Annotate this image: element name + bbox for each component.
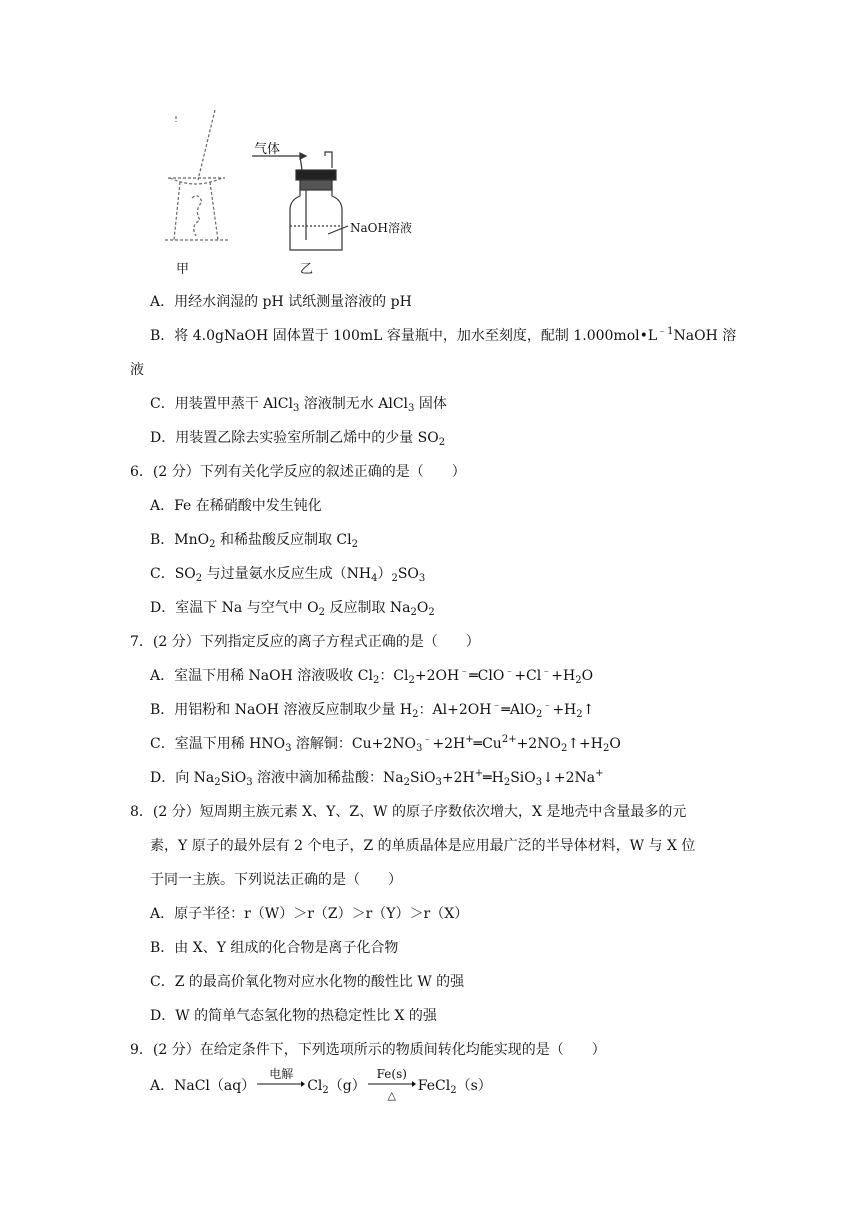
q7-option-a: A．室温下用稀 NaOH 溶液吸收 $Cl_2$：$Cl_2+2OH^﹣═ClO^﹣+Cl^﹣+H_2O$ xyxy=(150,666,594,686)
q5-option-a: A．用经水润湿的 pH 试纸测量溶液的 pH xyxy=(150,294,412,310)
q5-option-b: B．将 4.0gNaOH 固体置于 100mL 容量瓶中，加水至刻度，配制 $1.000mol•L^{﹣1}NaOH$ 溶 xyxy=(150,326,737,344)
q8-stem-line2: 素，Y 原子的最外层有 2 个电子，Z 的单质晶体是应用最广泛的半导体材料，W 与 X 位 xyxy=(150,838,696,854)
reaction-arrow-fe-heat: Fe(s) △ xyxy=(368,1074,416,1092)
q6-option-c: C．$SO_2$ 与过量氨水反应生成$(NH_4)_2SO_3$ xyxy=(150,566,426,584)
apparatus-yi-label: 乙 xyxy=(300,262,314,277)
q9-stem: 9．(2 分）在给定条件下，下列选项所示的物质间转化均能实现的是（ ） xyxy=(130,1042,606,1058)
gas-label: 气体 xyxy=(254,142,281,157)
apparatus-yi xyxy=(252,152,348,250)
q8-option-c: C．Z 的最高价氧化物对应水化物的酸性比 W 的强 xyxy=(150,974,465,990)
q6-option-b: B．MnO$_2$ 和稀盐酸反应制取 $Cl_2$ xyxy=(150,532,358,550)
q5-option-c: C．用装置甲蒸干 AlCl$_3$ 溶液制无水 AlCl$_3$ 固体 xyxy=(150,396,447,414)
apparatus-figure xyxy=(160,110,420,280)
reaction-arrow-electrolysis: 电解 xyxy=(257,1074,305,1092)
q6-option-d: D．室温下 Na 与空气中 $O_2$ 反应制取 $Na_2O_2$ xyxy=(150,600,435,618)
q7-stem: 7．(2 分）下列指定反应的离子方程式正确的是（ ） xyxy=(130,634,480,650)
q6-option-a: A．Fe 在稀硝酸中发生钝化 xyxy=(150,498,322,514)
q8-option-a: A．原子半径：r（W）＞r（Z）＞r（Y）＞r（X） xyxy=(150,906,469,922)
q5-option-d: D．用装置乙除去实验室所制乙烯中的少量 $SO_2$ xyxy=(150,430,446,448)
apparatus-jia-label: 甲 xyxy=(176,262,190,277)
q6-stem: 6．(2 分）下列有关化学反应的叙述正确的是（ ） xyxy=(130,464,466,480)
q7-option-b: B．用铝粉和 NaOH 溶液反应制取少量 $H_2$：$Al+2OH^﹣═AlO_2^﹣+H_2↑$ xyxy=(150,700,595,720)
naoh-solution-label: NaOH溶液 xyxy=(350,221,412,235)
q7-option-d: D．向 $Na_2SiO_3$ 溶液中滴加稀盐酸：$Na_2SiO_3+2H^+═H_2SiO_3↓+2Na^+$ xyxy=(150,768,604,788)
q9-option-a: A．NaCl（aq） 电解 $Cl_2(g)$ Fe(s) △ FeCl$_2$（s） xyxy=(150,1067,492,1102)
q5-option-b-cont: 液 xyxy=(130,362,144,378)
q8-stem-line3: 于同一主族。下列说法正确的是（ ） xyxy=(150,872,402,888)
q7-option-c: C．室温下用稀 $HNO_3$ 溶解铜：$Cu+2NO_3^﹣+2H^+═Cu^{2+}+2NO_2↑+H_2O$ xyxy=(150,734,621,754)
q8-stem-line1: 8．(2 分）短周期主族元素 X、Y、Z、W 的原子序数依次增大，X 是地壳中含量最多的元 xyxy=(130,804,687,820)
q8-option-d: D．W 的简单气态氢化物的热稳定性比 X 的强 xyxy=(150,1008,437,1024)
apparatus-jia xyxy=(165,110,228,240)
q8-option-b: B．由 X、Y 组成的化合物是离子化合物 xyxy=(150,940,399,956)
